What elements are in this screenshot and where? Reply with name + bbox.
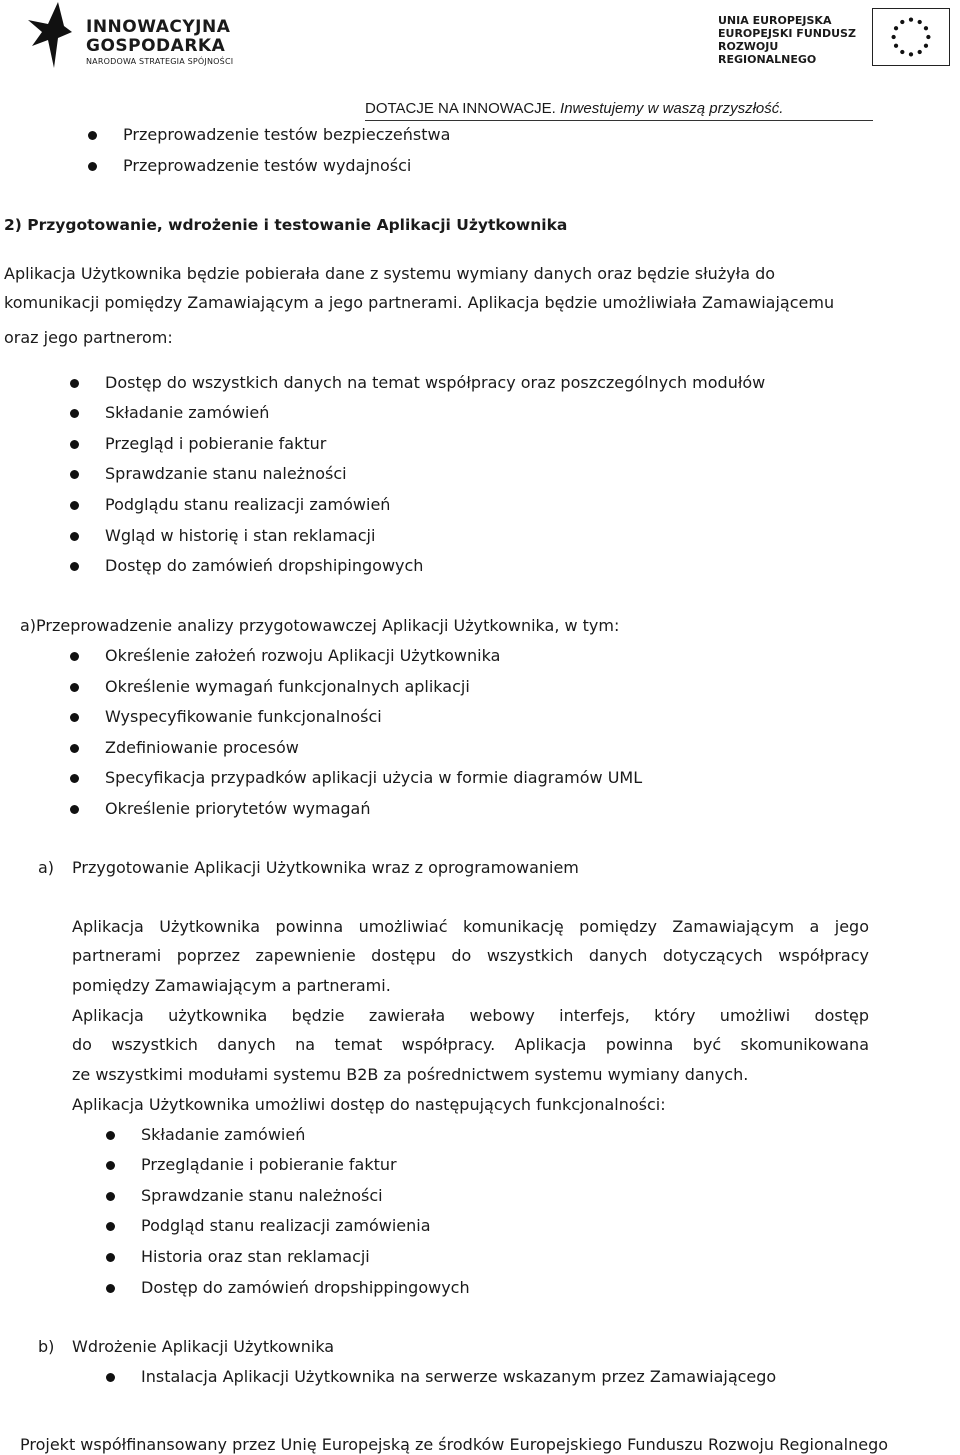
section-a2-para3: Aplikacja Użytkownika umożliwi dostęp do następujących funkcjonalności: [72, 1095, 666, 1114]
eu-line2: EUROPEJSKI FUNDUSZ [718, 27, 856, 40]
section2-bullet-1: Dostęp do wszystkich danych na temat współpracy oraz poszczególnych modułów [105, 373, 766, 392]
section2-para-line2: komunikacji pomiędzy Zamawiającym a jego partnerami. Aplikacja będzie umożliwiała Zamawiającemu [4, 293, 835, 312]
section2-bullet-2: Składanie zamówień [105, 403, 270, 422]
motto-prefix: DOTACJE NA INNOWACJE. [365, 100, 556, 117]
section-a2-para2-line1 [72, 1006, 869, 1026]
section-b-label: b) [38, 1337, 55, 1356]
eu-line3: ROZWOJU REGIONALNEGO [718, 40, 817, 66]
section2-bullet-4: Sprawdzanie stanu należności [105, 464, 347, 483]
section-a1-bullet-6: Określenie priorytetów wymagań [105, 799, 371, 818]
section-a2-label: a) [38, 858, 55, 877]
section-a2-para1-line2-text: partnerami poprzez zapewnienie dostępu do wszystkich danych dotyczących współpracy [72, 946, 869, 965]
bullet-icon [70, 470, 79, 479]
logo-star-icon [28, 2, 72, 68]
section2-bullet-6: Wgląd w historię i stan reklamacji [105, 526, 376, 545]
section-a2-para1-line1-text: Aplikacja Użytkownika powinna umożliwiać komunikację pomiędzy Zamawiającym a jego [72, 917, 869, 936]
section-a1-bullet-3: Wyspecyfikowanie funkcjonalności [105, 707, 382, 726]
logo-line3: NARODOWA STRATEGIA SPÓJNOŚCI [86, 57, 234, 66]
section-a1-bullet-1: Określenie założeń rozwoju Aplikacji Użytkownika [105, 646, 501, 665]
section-a1-heading: a)Przeprowadzenie analizy przygotowawczej Aplikacji Użytkownika, w tym: [20, 616, 620, 635]
section-a2-bullet-1: Składanie zamówień [141, 1125, 306, 1144]
bullet-icon [70, 744, 79, 753]
eu-fund-text [718, 14, 868, 66]
bullet-icon [70, 683, 79, 692]
section2-bullet-7: Dostęp do zamówień dropshipingowych [105, 556, 424, 575]
section2-para-line1: Aplikacja Użytkownika będzie pobierała dane z systemu wymiany danych oraz będzie służyła do [4, 264, 776, 283]
bullet-icon [106, 1373, 115, 1382]
section-a1-bullet-4: Zdefiniowanie procesów [105, 738, 299, 757]
bullet-icon [70, 652, 79, 661]
section-a2-para2-line2-text: do wszystkich danych na temat współpracy. Aplikacja powinna być skomunikowana [72, 1035, 869, 1054]
section-a2-para1-line3: pomiędzy Zamawiającym a partnerami. [72, 976, 391, 995]
section-a2-bullet-5: Historia oraz stan reklamacji [141, 1247, 370, 1266]
section-a2-bullet-2: Przeglądanie i pobieranie faktur [141, 1155, 397, 1174]
bullet-icon [70, 562, 79, 571]
bullet-icon [106, 1192, 115, 1201]
bullet-icon [106, 1161, 115, 1170]
bullet-icon [70, 501, 79, 510]
bullet-icon [70, 379, 79, 388]
section-a2-para2-line3: ze wszystkimi modułami systemu B2B za pośrednictwem systemu wymiany danych. [72, 1065, 749, 1084]
section-a2-heading: Przygotowanie Aplikacji Użytkownika wraz z oprogramowaniem [72, 858, 579, 877]
bullet-icon [88, 131, 97, 140]
logo-line2: GOSPODARKA [86, 36, 226, 56]
section-a2-para1-line2 [72, 946, 869, 966]
innowacyjna-gospodarka-logo [28, 2, 258, 72]
header-divider [365, 120, 873, 121]
eu-flag-icon [872, 8, 950, 66]
section-b-heading: Wdrożenie Aplikacji Użytkownika [72, 1337, 335, 1356]
bullet-icon [106, 1284, 115, 1293]
bullet-icon [106, 1253, 115, 1262]
bullet-icon [70, 532, 79, 541]
section-a2-para1-line1 [72, 917, 869, 937]
section-b-bullet-1: Instalacja Aplikacji Użytkownika na serwerze wskazanym przez Zamawiającego [141, 1367, 777, 1386]
section-a1-bullet-5: Specyfikacja przypadków aplikacji użycia w formie diagramów UML [105, 768, 643, 787]
bullet-icon [70, 805, 79, 814]
section2-para-line3: oraz jego partnerom: [4, 328, 173, 347]
motto-italic: Inwestujemy w waszą przyszłość. [560, 100, 784, 117]
top-bullet-2: Przeprowadzenie testów wydajności [123, 156, 412, 175]
section-a2-para2-line1-text: Aplikacja użytkownika będzie zawierała webowy interfejs, który umożliwi dostęp [72, 1006, 869, 1025]
logo-line1: INNOWACYJNA [86, 17, 231, 37]
top-bullet-1: Przeprowadzenie testów bezpieczeństwa [123, 125, 451, 144]
section2-bullet-3: Przegląd i pobieranie faktur [105, 434, 327, 453]
section-a2-bullet-6: Dostęp do zamówień dropshippingowych [141, 1278, 470, 1297]
page-footer: Projekt współfinansowany przez Unię Europejską ze środków Europejskiego Funduszu Rozwoju Regionalnego [20, 1435, 889, 1454]
bullet-icon [70, 440, 79, 449]
section-a2-para2-line2 [72, 1035, 869, 1055]
bullet-icon [106, 1131, 115, 1140]
bullet-icon [70, 409, 79, 418]
section-a2-bullet-3: Sprawdzanie stanu należności [141, 1186, 383, 1205]
motto [365, 100, 783, 117]
section2-heading: 2) Przygotowanie, wdrożenie i testowanie Aplikacji Użytkownika [4, 216, 568, 234]
section-a1-bullet-2: Określenie wymagań funkcjonalnych aplikacji [105, 677, 470, 696]
bullet-icon [106, 1222, 115, 1231]
bullet-icon [88, 162, 97, 171]
eu-line1: UNIA EUROPEJSKA [718, 14, 832, 27]
section2-bullet-5: Podglądu stanu realizacji zamówień [105, 495, 391, 514]
bullet-icon [70, 713, 79, 722]
bullet-icon [70, 774, 79, 783]
section-a2-bullet-4: Podgląd stanu realizacji zamówienia [141, 1216, 431, 1235]
